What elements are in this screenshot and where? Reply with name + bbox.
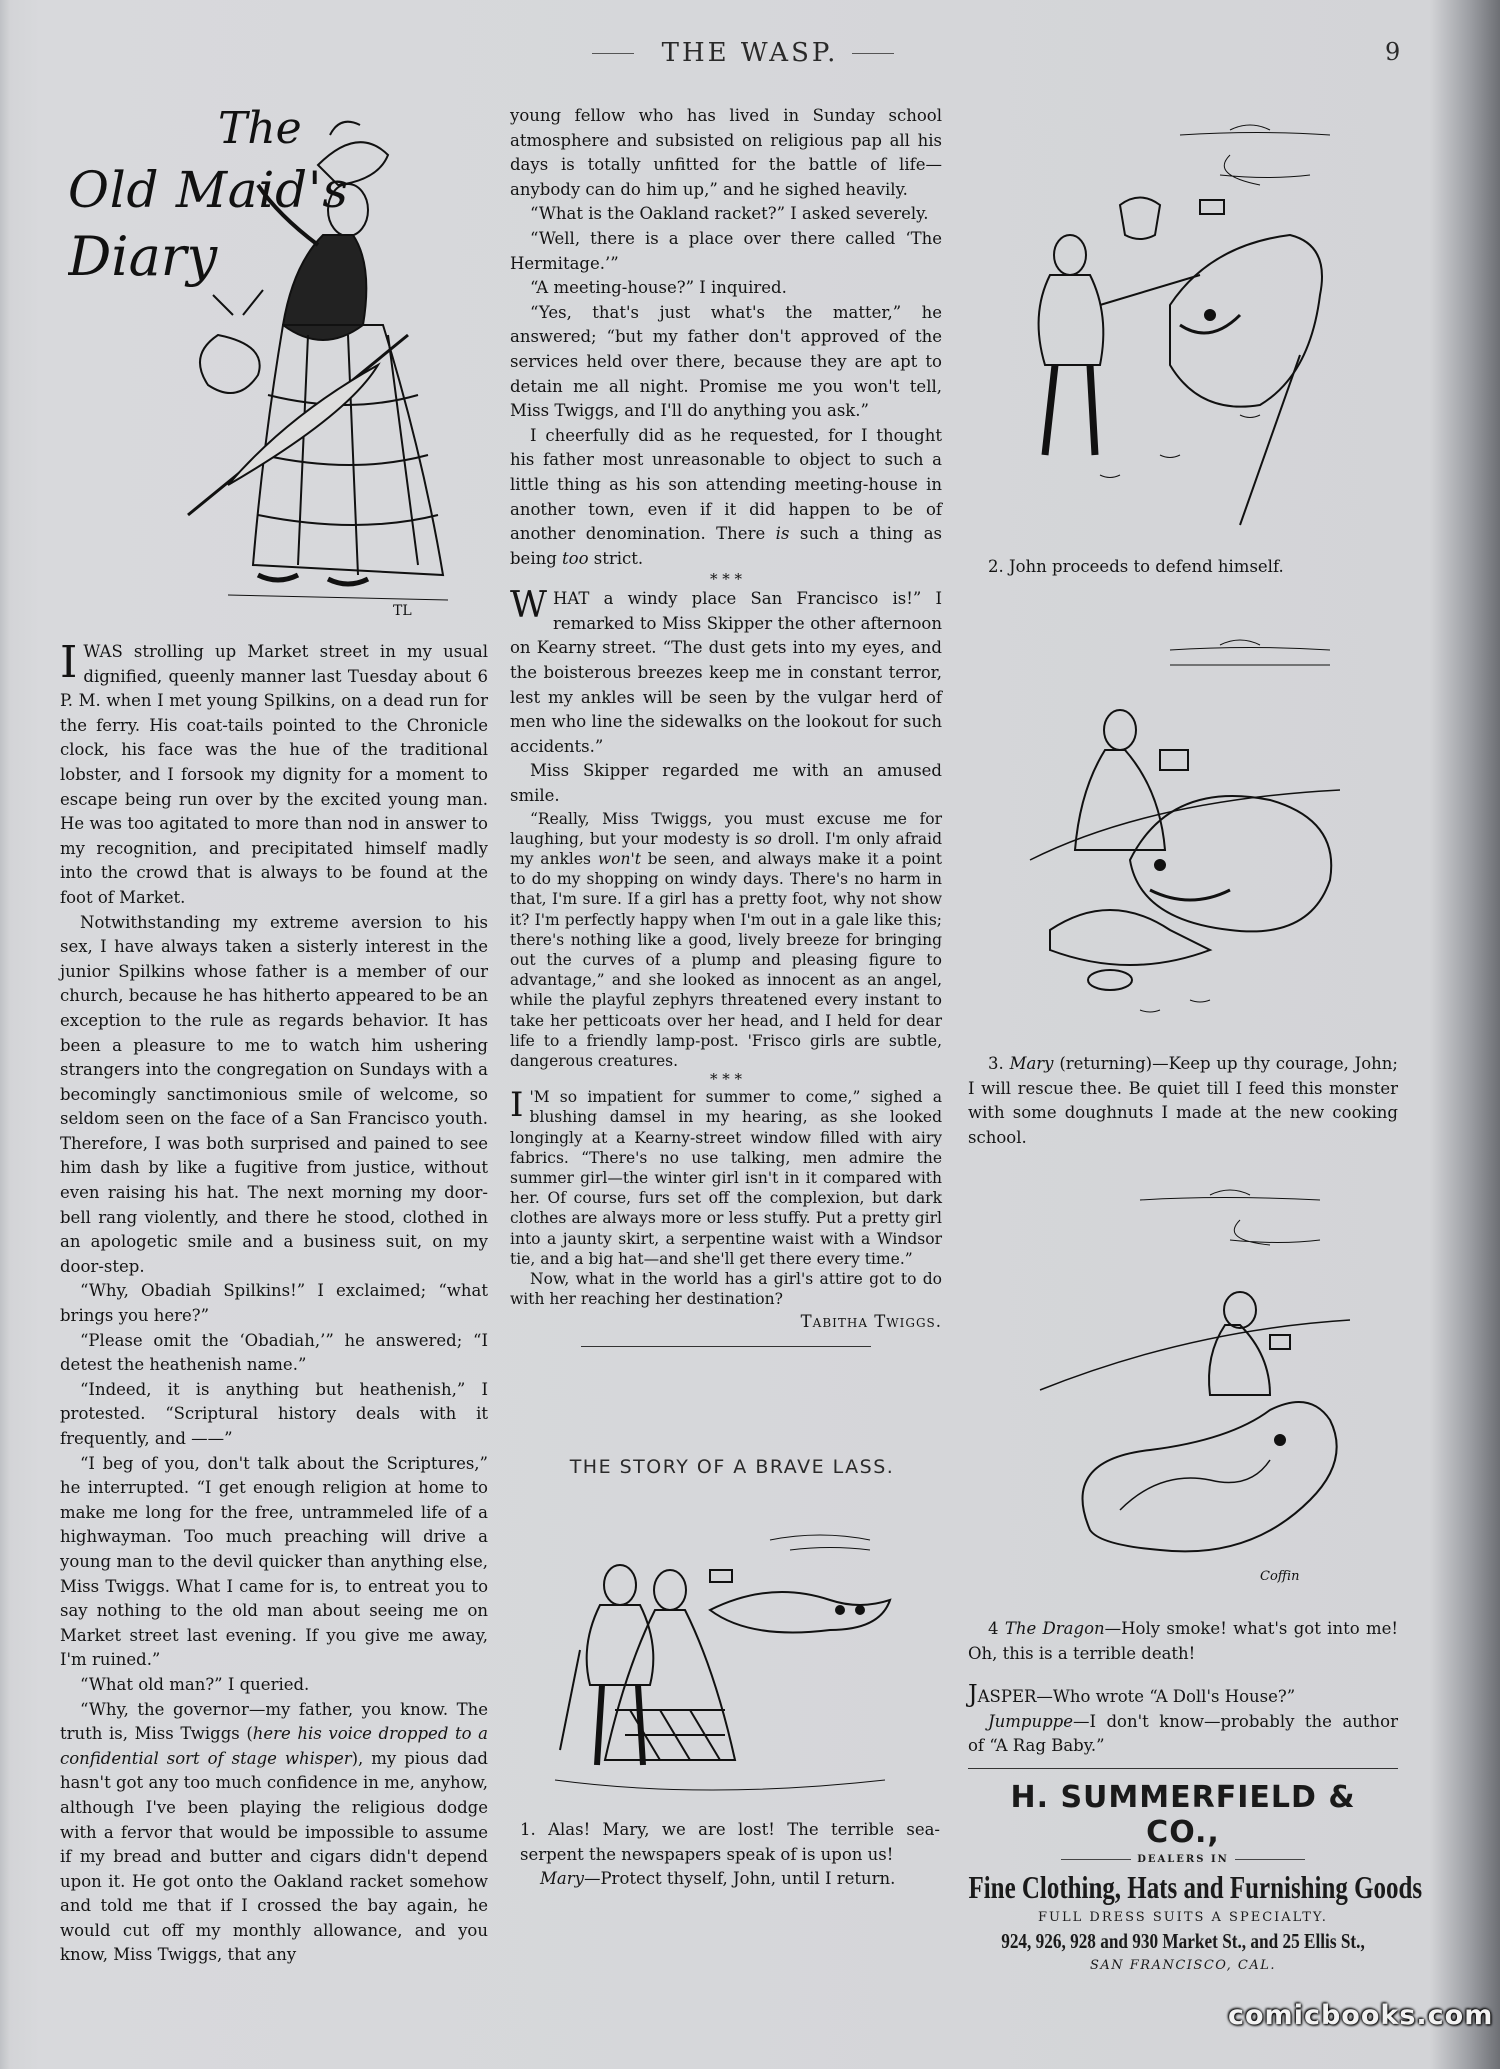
rule-left <box>1061 1859 1131 1860</box>
dragon-icon <box>1170 235 1322 407</box>
mary-head-icon <box>1224 1292 1256 1328</box>
text-span: (returning)—Keep up thy courage, John; I will rescue thee. Be quiet till I feed this monster with some doughnuts I made at the new cooking school. <box>968 1054 1398 1147</box>
sword-icon <box>1100 275 1200 305</box>
italic-word: too <box>562 548 589 568</box>
ad-city: SAN FRANCISCO, CAL. <box>1089 1958 1277 1973</box>
john-head-icon <box>1054 235 1086 275</box>
column-1 <box>60 637 489 1968</box>
panel-2-illustration <box>1000 115 1340 535</box>
text-span: I cheerfully did as he requested, for I thought his father most unreasonable to object to such a little thing as his son attending meeting-house in another town, even if it did happen to be of another denomination. There <box>510 425 942 544</box>
caption-text <box>968 1617 1398 1666</box>
drop-cap: I <box>60 637 78 688</box>
story-heading: THE STORY OF A BRAVE LASS. <box>569 1456 895 1478</box>
text-span: ), my pious dad hasn't got any too much confidence in me, anyhow, although I've been playing the religious dodge with a fervor that would be impossible to assume if my bread and butter and cigars didn't depend upon it. He got onto the Oakland racket somehow and told me that if I crossed the bay again, he would cut off my monthly allowance, and you know, Miss Twiggs, that any <box>60 1748 488 1965</box>
john-head-icon <box>604 1565 636 1605</box>
rule-right <box>1235 1859 1305 1860</box>
paragraph <box>510 809 942 1072</box>
artist-initials: TL <box>393 603 412 619</box>
header-dash-right <box>852 53 894 54</box>
ad-dealers-line <box>968 1854 1398 1865</box>
paragraph: Miss Skipper regarded me with an amused smile. <box>510 761 942 806</box>
paragraph <box>60 1698 488 1969</box>
text-span: —Holy smoke! what's got into me! Oh, this is a terrible death! <box>968 1619 1398 1663</box>
title-word-the: The <box>218 103 302 154</box>
caption-2: 2. John proceeds to defend himself. <box>988 557 1284 576</box>
artist-signature: Coffin <box>1260 1569 1300 1584</box>
ad-specialty: FULL DRESS SUITS A SPECIALTY. <box>1038 1910 1328 1925</box>
italic-word: won't <box>597 850 641 869</box>
text-span: droll. I'm only afraid my ankles <box>510 829 942 869</box>
handbag-icon <box>200 335 260 393</box>
divider-rule <box>581 1346 871 1347</box>
paragraph: “Well, there is a place over there called ‘The Hermitage.’” <box>510 228 942 273</box>
paragraph: “A meeting-house?” I inquired. <box>530 278 787 298</box>
joke-line <box>968 1710 1398 1759</box>
speaker-name: Mary <box>540 1869 584 1889</box>
panel-3-illustration <box>1020 630 1350 1030</box>
italic-aside: here his voice dropped to a confidential sort of stage whisper <box>60 1724 489 1768</box>
summerfield-advertisement <box>968 1780 1423 1973</box>
drop-cap: J <box>968 1680 978 1708</box>
speaker-name: Jumpuppe <box>988 1711 1073 1731</box>
magazine-title: THE WASP. <box>661 38 839 68</box>
paragraph: “Indeed, it is anything but heathenish,” I protested. “Scriptural history deals with it frequently, and ——” <box>60 1379 488 1448</box>
page-number: 9 <box>1385 38 1401 66</box>
caption-number: 3. <box>988 1054 1004 1073</box>
ad-company-name: H. SUMMERFIELD & CO., <box>1010 1780 1356 1850</box>
section-break-stars: * * * <box>709 1070 743 1089</box>
site-watermark: comicbooks.com <box>1228 2000 1494 2031</box>
text-span: —I don't know—probably the author of “A Rag Baby.” <box>968 1711 1398 1756</box>
column-2 <box>510 104 942 1359</box>
paragraph: “What is the Oakland racket?” I asked severely. <box>530 204 929 224</box>
caption-number: 4 <box>988 1619 999 1638</box>
running-head <box>0 38 1500 68</box>
paragraph: “I beg of you, don't talk about the Scriptures,” he interrupted. “I get enough religion at home to make me long for the free, untrammeled life of a highwayman. Too much preaching will drive a young man to the devil quicker than anything else, Miss Twiggs. What I came for is, to entreat you to say nothing to the old man about seeing me on Market street last evening. If you give me away, I'm ruined.” <box>60 1453 488 1670</box>
header-dash-left <box>592 53 634 54</box>
ad-divider <box>968 1768 1398 1769</box>
italic-word: so <box>754 829 772 848</box>
text-span: “Really, Miss Twiggs, you must excuse me for laughing, but your modesty is <box>510 809 942 848</box>
paragraph <box>510 587 942 759</box>
john-fallen-icon <box>1050 910 1210 965</box>
old-maid-title-illustration <box>68 95 488 635</box>
speaker-name: The Dragon <box>1004 1619 1105 1638</box>
paragraph <box>510 1087 942 1269</box>
caption-text: 1. Alas! Mary, we are lost! The terrible sea-serpent the newspapers speak of is upon us! <box>520 1820 940 1864</box>
author-signature: Tabitha Twiggs. <box>800 1311 942 1331</box>
caption-4 <box>968 1617 1398 1666</box>
caption-text <box>968 1052 1398 1150</box>
paragraph <box>510 424 942 572</box>
opening-paragraph <box>60 637 488 911</box>
speaker-name: Mary <box>1009 1054 1054 1073</box>
caption-3 <box>968 1052 1398 1150</box>
paragraph: “Yes, that's just what's the matter,” he answered; “but my father don't approved of the services held over there, because they are apt to detain me all night. Promise me you won't tell, Miss Twiggs, and I'll do anything you ask.” <box>510 302 942 421</box>
title-words-old-maids: Old Maid's <box>68 161 348 219</box>
paragraph: “Why, Obadiah Spilkins!” I exclaimed; “what brings you here?” <box>60 1281 488 1326</box>
text-span: —Protect thyself, John, until I return. <box>583 1869 896 1889</box>
mary-head-icon <box>654 1570 686 1610</box>
paragraph: “Please omit the ‘Obadiah,’” he answered; “I detest the heathenish name.” <box>60 1330 488 1375</box>
italic-word: is <box>775 524 790 544</box>
text-span: ASPER—Who wrote “A Doll's House?” <box>977 1687 1296 1706</box>
text-span: be seen, and always make it a point to do my shopping on windy days. There's no harm in that, I'm sure. If a girl has a pretty foot, why not show it? I'm perfectly happy when I'm out in a gale like this; there's nothing like a good, lively breeze for bringing out the curves of a plump and pleasing figure to advantage,” and she looked as innocent as an angel, while the playful zephyrs threatened every instant to take her petticoats over her head, and I held for dear life to a friendly lamp-post. 'Frisco girls are subtle, dangerous creatures. <box>510 850 943 1071</box>
caption-1 <box>520 1818 940 1892</box>
ad-address: 924, 926, 928 and 930 Market St., and 25 Ellis St., <box>1001 1929 1365 1953</box>
basket-icon <box>1270 1335 1290 1349</box>
text-span: strict. <box>588 548 644 568</box>
panel-4-illustration <box>1030 1160 1360 1600</box>
dragon-coiled-icon <box>1083 1402 1337 1551</box>
joke-line <box>968 1682 1398 1710</box>
joke-item <box>968 1682 1398 1759</box>
sword-icon <box>560 1650 580 1750</box>
title-word-diary: Diary <box>68 225 218 288</box>
panel-1-illustration <box>540 1510 920 1810</box>
paragraph: “What old man?” I queried. <box>80 1674 310 1694</box>
ad-goods: Fine Clothing, Hats and Furnishing Goods <box>968 1869 1423 1905</box>
drop-cap: I <box>510 1085 524 1126</box>
section-break-stars: * * * <box>709 570 743 589</box>
ad-dealers-text: DEALERS IN <box>1137 1854 1229 1865</box>
text-span: such a thing as being <box>510 524 943 568</box>
mary-distant-icon <box>1120 198 1160 240</box>
paragraph: young fellow who has lived in Sunday school atmosphere and subsisted on religious pap all his days is totally unfitted for the battle of life—anybody can do him up,” and he sighed heavily. <box>510 106 942 199</box>
mary-head-icon <box>1104 710 1136 750</box>
paragraph: Now, what in the world has a girl's attire got to do with her reaching her destination? <box>510 1270 942 1309</box>
text-span: “Why, the governor—my father, you know. The truth is, Miss Twiggs ( <box>60 1699 488 1744</box>
text-span: 'M so impatient for summer to come,” sighed a blushing damsel in my hearing, as she looked longingly at a Kearny-street window filled with airy fabrics. “There's no use talking, men admire the summer girl—the winter girl isn't in it compared with her. Of course, furs set off the complexion, but dark clothes are always more or less stuffy. Put a pretty girl into a jaunty skirt, a serpentine waist with a Windsor tie, and a big hat—and she'll get there every time.” <box>510 1088 942 1268</box>
drop-cap: W <box>510 585 548 627</box>
caption-text <box>520 1867 940 1892</box>
paragraph-text: WAS strolling up Market street in my usual dignified, queenly manner last Tuesday about 6 P. M. when I met young Spilkins, on a dead run for the ferry. His coat-tails pointed to the Chronicle clock, his face was the hue of the traditional lobster, and I forsook my dignity for a moment to escape being run over by the excited young man. He was too agitated to more than nod in answer to my recognition, and precipitated himself madly into the crowd that is always to be found at the foot of Market. <box>60 642 488 907</box>
paragraph: Notwithstanding my extreme aversion to his sex, I have always taken a sisterly interest in the junior Spilkins whose father is a member of our church, because he has hitherto appeared to be an exception to the rule as regards behavior. It has been a pleasure to me to watch him ushering strangers into the congregation on Sundays with a becomingly sanctimonious smile of welcome, so seldom seen on the face of a San Francisco youth. Therefore, I was both surprised and pained to see him dash by like a fugitive from justice, without even raising his hat. The next morning my door-bell rang violently, and there he stood, clothed in an apologetic smile and a business suit, on my door-step. <box>60 912 488 1276</box>
basket-icon <box>1160 750 1188 770</box>
text-span: HAT a windy place San Francisco is!” I remarked to Miss Skipper the other afternoon on Kearny street. “The dust gets into my eyes, and the boisterous breezes keep me in constant terror, lest my ankles will be seen by the vulgar herd of men who line the sidewalks on the lookout for such accidents.” <box>510 589 942 756</box>
